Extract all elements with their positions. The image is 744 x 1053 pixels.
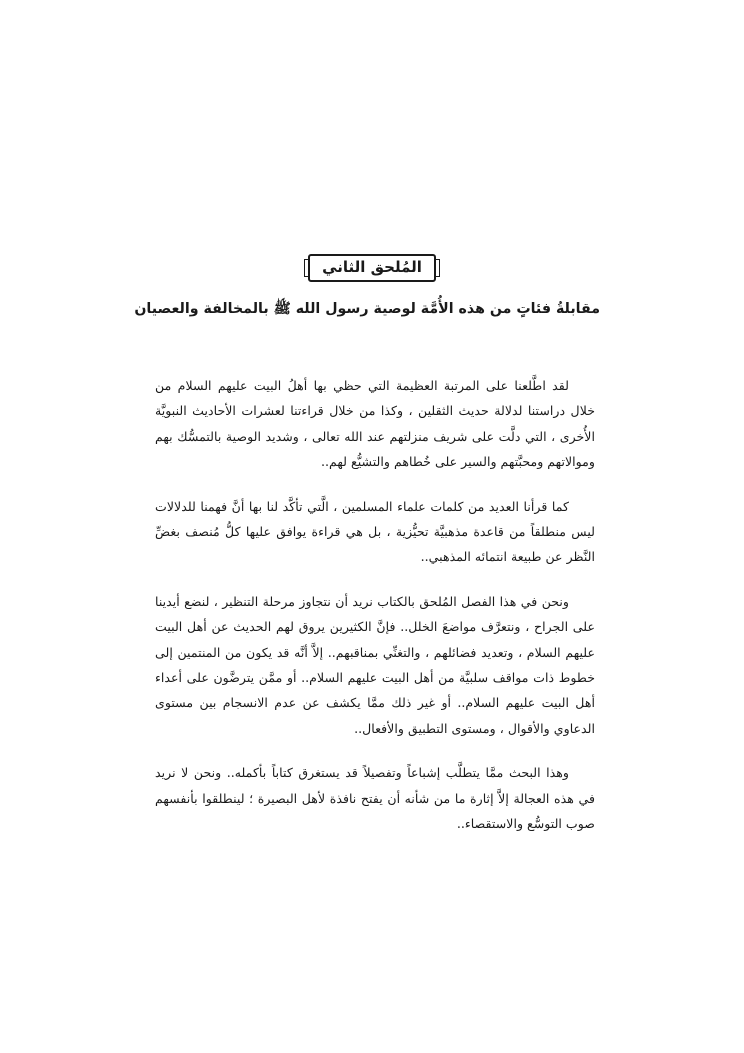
paragraph: وهذا البحث ممَّا يتطلَّب إشباعاً وتفصيلاً قد يستغرق كتاباً بأكمله.. ونحن لا نريد في هذه العجالة إلاَّ إثارة ما من شأنه أن يفتح نافذة لأهل البصيرة ؛ لينطلقوا بأنفسهم صوب التوسُّع والاستقصاء.. — [155, 765, 595, 832]
paragraph: لقد اطَّلعنا على المرتبة العظيمة التي حظي بها أهلُ البيت عليهم السلام من خلال دراستنا لدلالة حديث الثقلين ، وكذا من خلال قراءتنا لعشرات الأحاديث النبويَّة الأُخرى ، التي دلَّت على شريف منزلتهم عند الله تعالى ، وشديد الوصية بالتمسُّك بهم وموالاتهم ومحبَّتهم والسير على خُطاهم والتشيُّع لهم.. — [155, 378, 595, 470]
section-title: المُلحق الثاني — [308, 254, 436, 282]
paragraph: ونحن في هذا الفصل المُلحق بالكتاب نريد أن نتجاوز مرحلة التنظير ، لنضع أيدينا على الجراح ، ونتعرَّف مواضعَ الخلل.. فإنَّ الكثيرين يروق لهم الحديث عن أهل البيت عليهم السلام ، وتعديد فضائلهم ، والتغنِّي بمناقبهم.. إلاَّ أنَّه قد يكون من المنتمين إلى خطوط ذات مواقف سلبيَّة من أهل البيت عليهم السلام.. أو ممَّن يترضَّون على أعداء أهل البيت عليهم السلام.. أو غير ذلك ممَّا يكشف عن عدم الانسجام بين مستوى الدعاوي والأقوال ، ومستوى التطبيق والأفعال.. — [155, 593, 595, 736]
chapter-subtitle: مقابلةُ فئاتٍ من هذه الأُمَّة لوصية رسول الله ﷺ بالمخالفة والعصيان — [134, 301, 600, 317]
paragraph: كما قرأنا العديد من كلمات علماء المسلمين ، الَّتي تأكَّد لنا بها أنَّ فهمنا للدلالات ليس منطلقاً من قاعدة مذهبيَّة تحيُّزية ، بل هي قراءة يوافق عليها كلُّ مُنصف بغضِّ النَّظر عن طبيعة انتمائه المذهبي.. — [155, 498, 595, 565]
section-title-container — [0, 254, 744, 282]
body-text — [155, 373, 595, 856]
